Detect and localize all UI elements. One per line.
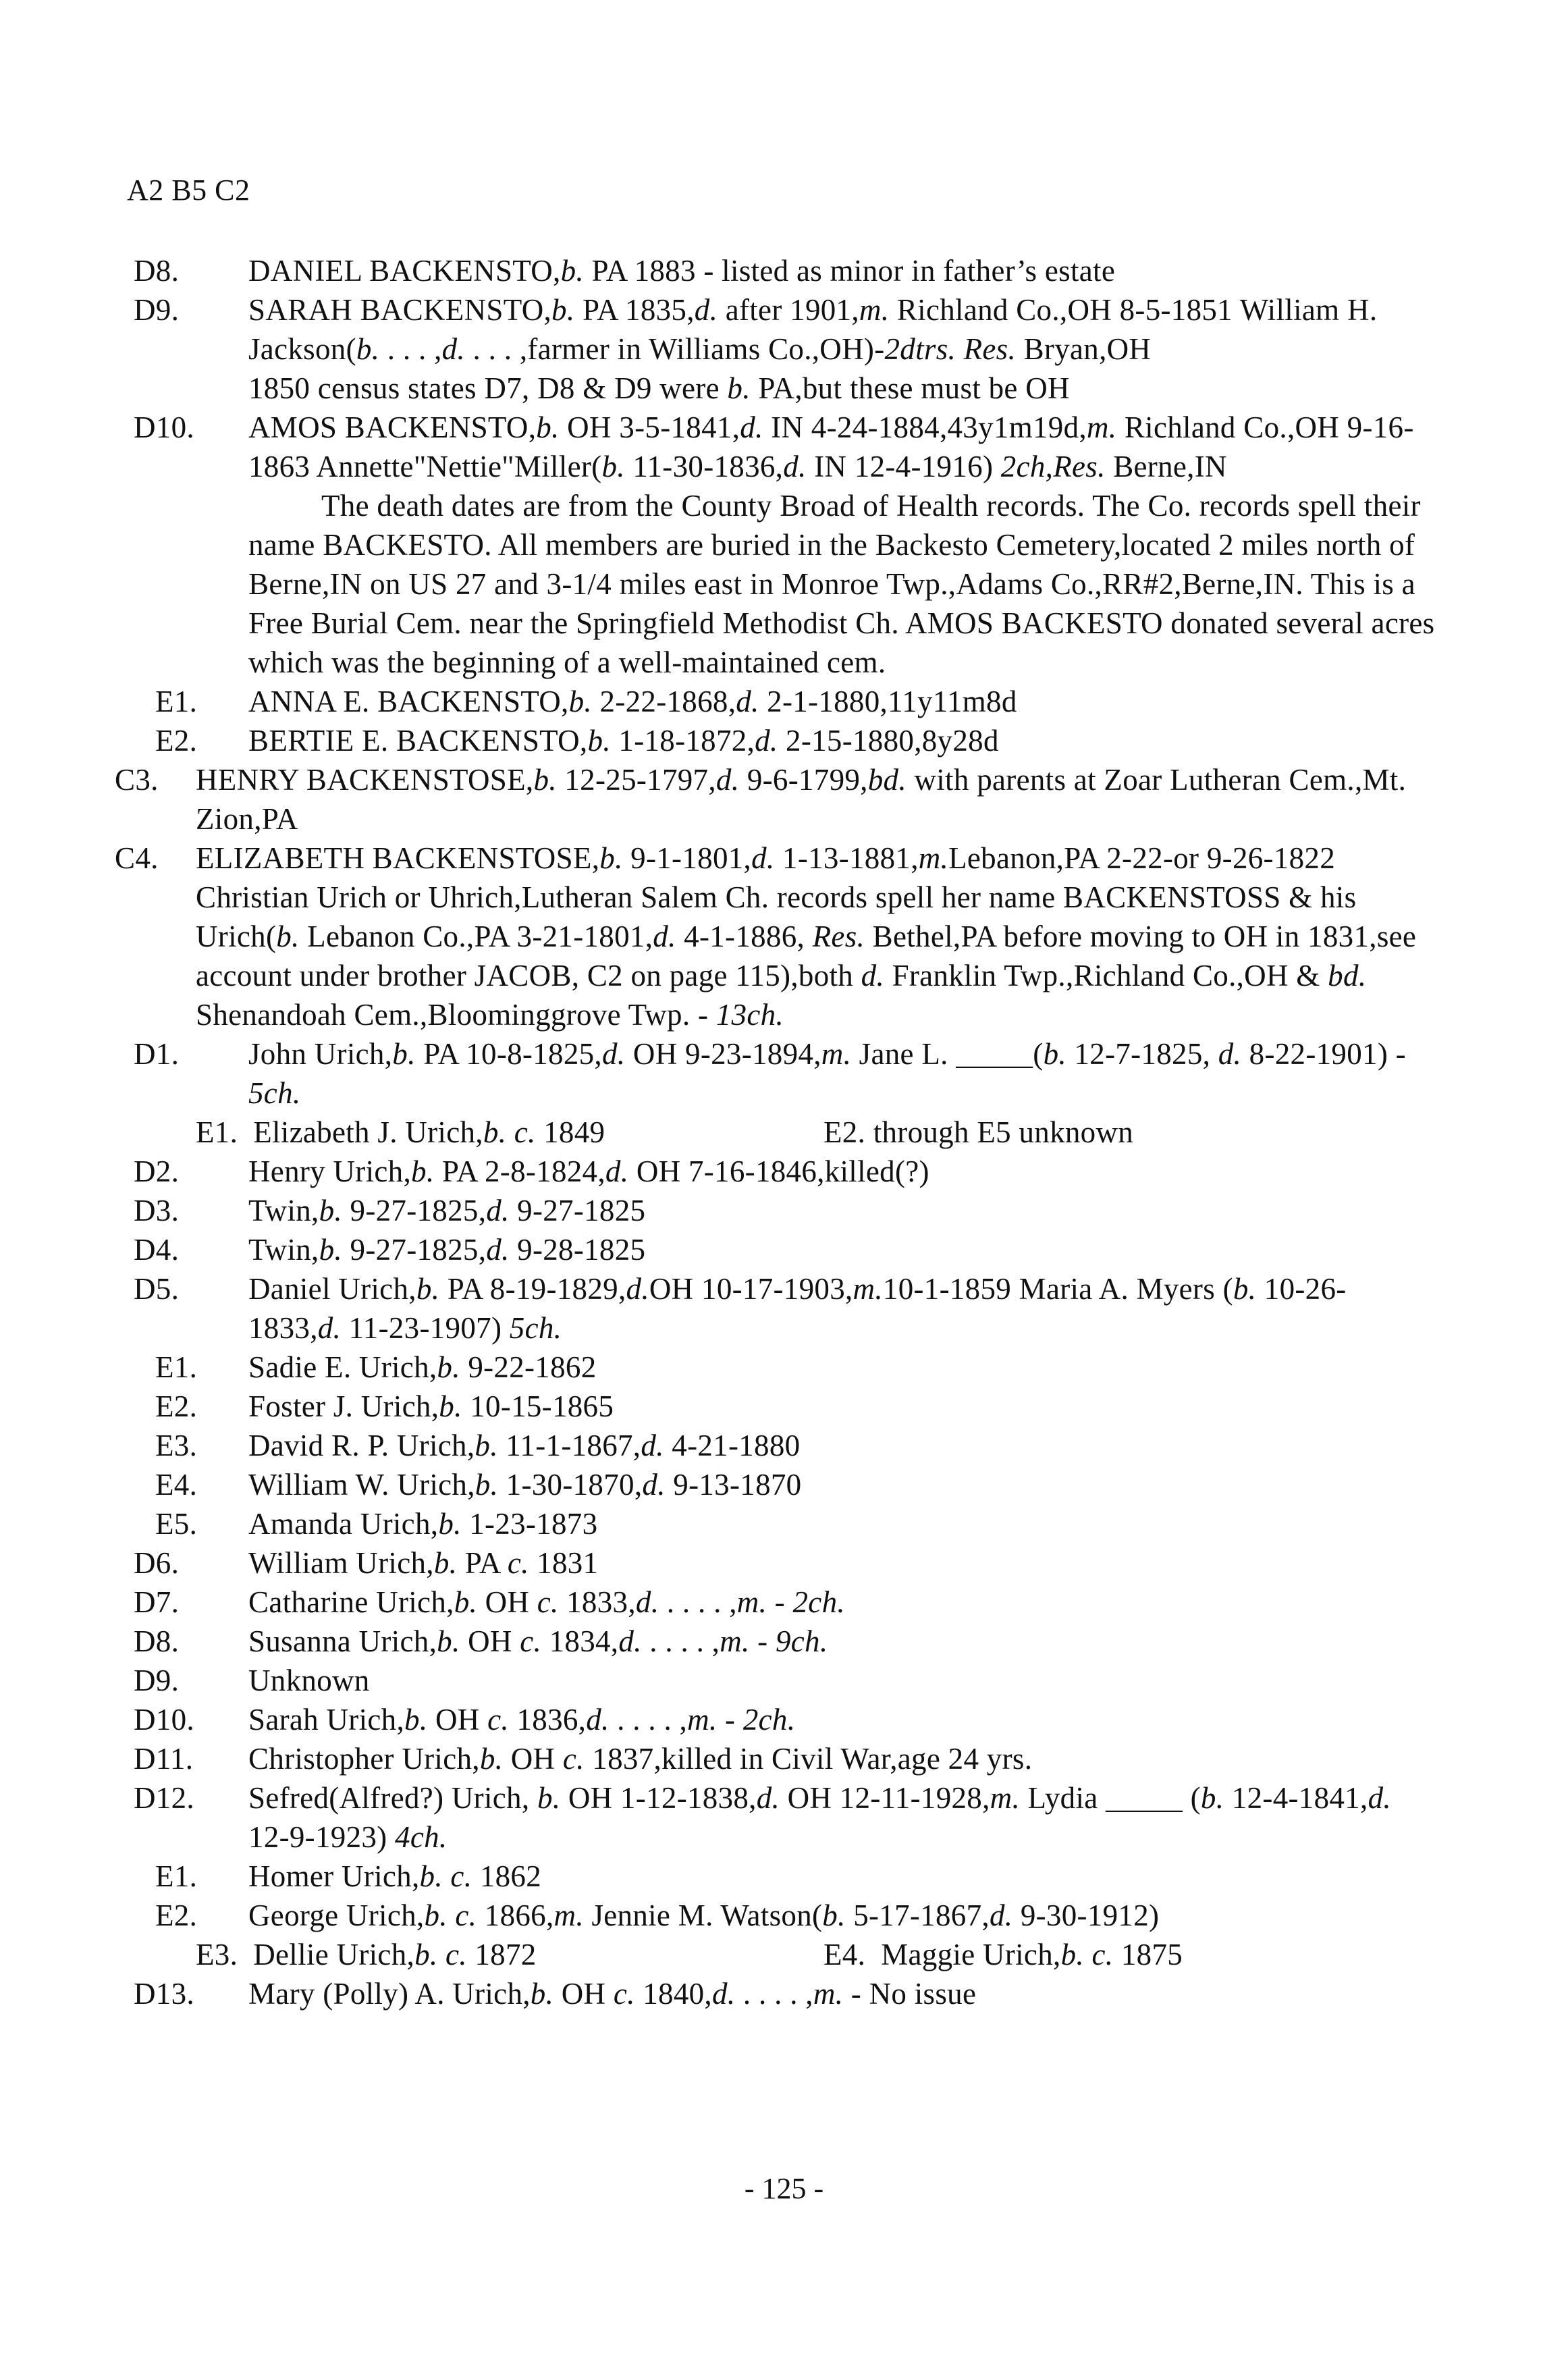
entry-label: D8. — [134, 1624, 180, 1658]
entry-label: E4. — [155, 1468, 198, 1502]
entry-label: D3. — [134, 1194, 180, 1227]
entry-e2 — [115, 721, 1438, 760]
entry-right-column: E4. Maggie Urich,b. c. 1875 — [823, 1938, 1183, 1971]
entry-text: Homer Urich,b. c. 1862 — [248, 1859, 542, 1893]
entry-text: DANIEL BACKENSTO,b. PA 1883 - listed as minor in father’s estate — [248, 254, 1116, 288]
entry-label: D2. — [134, 1155, 180, 1188]
entry-label: C4. — [115, 841, 159, 875]
entry-text: Catharine Urich,b. OH c. 1833,d. . . . . ,m. - 2ch. — [248, 1585, 845, 1619]
entry-left-column: E1. Elizabeth J. Urich,b. c. 1849 — [196, 1115, 605, 1149]
entry-text: Sarah Urich,b. OH c. 1836,d. . . . . ,m. - 2ch. — [248, 1703, 796, 1736]
entry-d2 — [115, 1152, 1438, 1191]
entry-text: Twin,b. 9-27-1825,d. 9-28-1825 — [248, 1233, 646, 1267]
entry-d8 — [115, 251, 1438, 290]
entry-label: E3. — [155, 1429, 198, 1462]
entry-label: D12. — [134, 1781, 194, 1815]
entry-e1 — [115, 1857, 1438, 1896]
entry-d3 — [115, 1191, 1438, 1230]
entry-text: Daniel Urich,b. PA 8-19-1829,d.OH 10-17-1903,m.10-1-1859 Maria A. Myers (b. 10-26-1833,d. 11-23-1907) 5ch. — [248, 1272, 1347, 1345]
entry-text: Henry Urich,b. PA 2-8-1824,d. OH 7-16-1846,killed(?) — [248, 1155, 929, 1188]
entry-label: C3. — [115, 763, 159, 797]
entry-label: E2. — [155, 724, 198, 758]
entry-text: William W. Urich,b. 1-30-1870,d. 9-13-1870 — [248, 1468, 802, 1502]
entry-text: Susanna Urich,b. OH c. 1834,d. . . . . ,m. - 9ch. — [248, 1624, 828, 1658]
entry-label: E1. — [155, 685, 198, 718]
entry-text: William Urich,b. PA c. 1831 — [248, 1546, 599, 1580]
entry-left-column: E3. Dellie Urich,b. c. 1872 — [196, 1938, 537, 1971]
entry-d9 — [115, 290, 1438, 369]
entry-label: D13. — [134, 1977, 194, 2011]
entry-e2 — [115, 1387, 1438, 1426]
entry-text: Unknown — [248, 1664, 370, 1697]
entry-text: BERTIE E. BACKENSTO,b. 1-18-1872,d. 2-15-1880,8y28d — [248, 724, 999, 758]
entry-d11 — [115, 1739, 1438, 1778]
entry-c3 — [115, 760, 1438, 839]
entry-text: HENRY BACKENSTOSE,b. 12-25-1797,d. 9-6-1799,bd. with parents at Zoar Lutheran Cem.,Mt. Zion,PA — [196, 763, 1407, 836]
entry-note: The death dates are from the County Broad of Health records. The Co. records spell their name BACKESTO. All members are buried in the Backesto Cemetery,located 2 miles north of Berne,IN on US 27 and 3-1/4 miles east in Monroe Twp.,Adams Co.,RR#2,Berne,IN. This is a Free Burial Cem. near the Springfield Methodist Ch. AMOS BACKESTO donated several acres which was the beginning of a well-maintained cem. — [248, 489, 1435, 679]
entry-right-column: E2. through E5 unknown — [823, 1115, 1134, 1149]
entry-text: Sefred(Alfred?) Urich, b. OH 1-12-1838,d. OH 12-11-1928,m. Lydia _____ (b. 12-4-1841,d. 12-9-1923) 4ch. — [248, 1781, 1391, 1854]
entry-e5 — [115, 1504, 1438, 1543]
entry-label: D7. — [134, 1585, 180, 1619]
entry-e1 — [115, 682, 1438, 721]
entry-text: ELIZABETH BACKENSTOSE,b. 9-1-1801,d. 1-13-1881,m.Lebanon,PA 2-22-or 9-26-1822 Christian Urich or Uhrich,Lutheran Salem Ch. records spell her name BACKENSTOSS & his Urich(b. Lebanon Co.,PA 3-21-1801,d. 4-1-1886, Res. Bethel,PA before moving to OH in 1831,see account under brother JACOB, C2 on page 115),both d. Franklin Twp.,Richland Co.,OH & bd. Shenandoah Cem.,Bloominggrove Twp. - 13ch. — [196, 841, 1417, 1032]
entry-d10 — [115, 1700, 1438, 1739]
entry-d5 — [115, 1269, 1438, 1348]
entry-d10 — [115, 408, 1438, 486]
entry-text: Amanda Urich,b. 1-23-1873 — [248, 1507, 598, 1541]
entry-label: D1. — [134, 1037, 180, 1071]
entry-label: D11. — [134, 1742, 194, 1776]
entry-d1 — [115, 1034, 1438, 1113]
entry-label: D4. — [134, 1233, 180, 1267]
page-header: A2 B5 C2 — [127, 174, 250, 207]
entry-d4 — [115, 1230, 1438, 1269]
entry-text: David R. P. Urich,b. 11-1-1867,d. 4-21-1880 — [248, 1429, 801, 1462]
entry-d13 — [115, 1974, 1438, 2013]
entry-d8 — [115, 1622, 1438, 1661]
entry-text: Foster J. Urich,b. 10-15-1865 — [248, 1389, 614, 1423]
entry-text: SARAH BACKENSTO,b. PA 1835,d. after 1901,m. Richland Co.,OH 8-5-1851 William H. Jackson(b. . . . ,d. . . . ,farmer in Williams Co.,OH)-2dtrs. Res. Bryan,OH — [248, 293, 1378, 366]
entry-text: ANNA E. BACKENSTO,b. 2-22-1868,d. 2-1-1880,11y11m8d — [248, 685, 1017, 718]
entry-label: E5. — [155, 1507, 198, 1541]
entry-label: D10. — [134, 1703, 194, 1736]
genealogy-entries — [115, 251, 1438, 2013]
entry-two-column-row — [115, 1113, 1438, 1152]
entry-text: George Urich,b. c. 1866,m. Jennie M. Watson(b. 5-17-1867,d. 9-30-1912) — [248, 1899, 1160, 1932]
entry-label: D6. — [134, 1546, 180, 1580]
entry-label: D9. — [134, 1664, 180, 1697]
entry-d9 — [115, 1661, 1438, 1700]
entry-label: D5. — [134, 1272, 180, 1306]
entry-c4 — [115, 839, 1438, 1034]
entry-text: Sadie E. Urich,b. 9-22-1862 — [248, 1350, 597, 1384]
entry-e2 — [115, 1896, 1438, 1935]
entry-e4 — [115, 1465, 1438, 1504]
entry-d6 — [115, 1543, 1438, 1583]
entry-e3 — [115, 1426, 1438, 1465]
entry-note: 1850 census states D7, D8 & D9 were b. PA,but these must be OH — [248, 371, 1070, 405]
entry-label: E2. — [155, 1899, 198, 1932]
entry-d12 — [115, 1778, 1438, 1857]
entry-label: E2. — [155, 1389, 198, 1423]
entry-text: Christopher Urich,b. OH c. 1837,killed in Civil War,age 24 yrs. — [248, 1742, 1033, 1776]
entry-e1 — [115, 1348, 1438, 1387]
entry-text: AMOS BACKENSTO,b. OH 3-5-1841,d. IN 4-24-1884,43y1m19d,m. Richland Co.,OH 9-16-1863 Annette"Nettie"Miller(b. 11-30-1836,d. IN 12-4-1916) 2ch,Res. Berne,IN — [248, 410, 1414, 483]
entry-text: Mary (Polly) A. Urich,b. OH c. 1840,d. . . . . ,m. - No issue — [248, 1977, 977, 2011]
entry-label: E1. — [155, 1350, 198, 1384]
entry-label: E1. — [155, 1859, 198, 1893]
entry-d7 — [115, 1583, 1438, 1622]
entry-label: D8. — [134, 254, 180, 288]
entry-text: John Urich,b. PA 10-8-1825,d. OH 9-23-1894,m. Jane L. _____(b. 12-7-1825, d. 8-22-1901) - 5ch. — [248, 1037, 1406, 1110]
entry-label: D10. — [134, 410, 194, 444]
page-number: - 125 - — [744, 2172, 824, 2205]
entry-label: D9. — [134, 293, 180, 327]
entry-two-column-row — [115, 1935, 1438, 1974]
entry-text: Twin,b. 9-27-1825,d. 9-27-1825 — [248, 1194, 646, 1227]
